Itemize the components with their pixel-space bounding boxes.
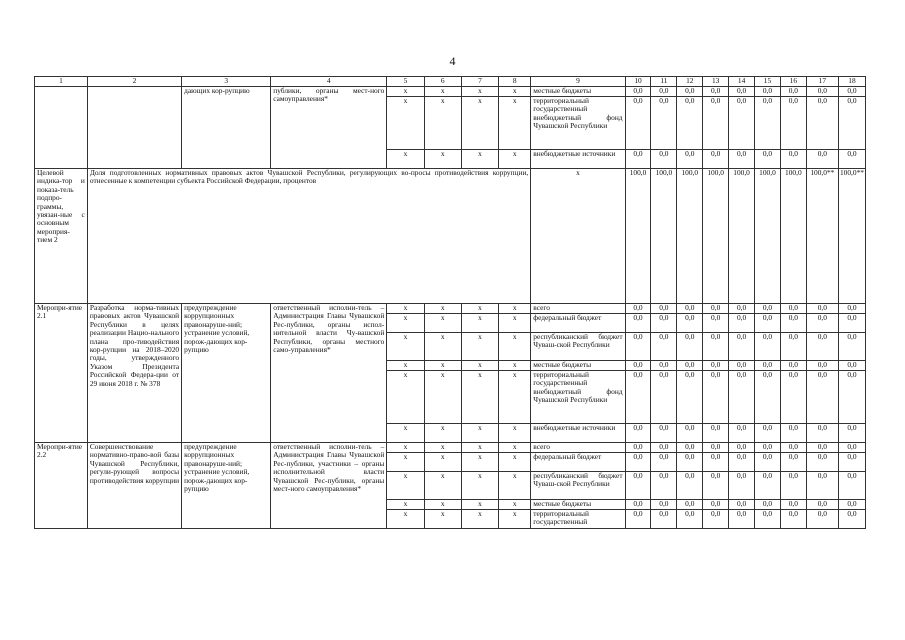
value-cell: 0,0: [755, 424, 781, 443]
value-cell: 0,0: [729, 453, 755, 472]
value-cell: 0,0: [677, 314, 703, 333]
value-cell: 100,0: [780, 169, 806, 304]
value-cell: 0,0: [625, 333, 651, 361]
value-cell: 0,0: [755, 361, 781, 371]
mark-cell: х: [387, 443, 424, 453]
column-header: 11: [651, 77, 677, 87]
value-cell: 0,0: [651, 361, 677, 371]
value-cell: 0,0: [703, 333, 729, 361]
value-cell: 0,0: [838, 443, 865, 453]
value-cell: 0,0: [755, 333, 781, 361]
value-cell: 0,0: [677, 97, 703, 150]
value-cell: 0,0: [625, 453, 651, 472]
column-header: 1: [35, 77, 88, 87]
value-cell: 0,0: [755, 500, 781, 510]
mark-cell: х: [499, 97, 531, 150]
mark-cell: х: [499, 500, 531, 510]
column-header: 9: [531, 77, 625, 87]
value-cell: 0,0: [651, 443, 677, 453]
value-cell: 0,0: [625, 150, 651, 169]
mark-cell: х: [387, 150, 424, 169]
mark-cell: х: [387, 424, 424, 443]
mark-cell: х: [461, 314, 498, 333]
value-cell: 0,0: [806, 472, 838, 500]
column-header: 17: [806, 77, 838, 87]
value-cell: 100,0: [677, 169, 703, 304]
value-cell: 0,0: [677, 333, 703, 361]
column-header: 14: [729, 77, 755, 87]
table-row: [35, 87, 866, 97]
value-cell: 0,0: [838, 304, 865, 314]
value-cell: 0,0: [729, 510, 755, 529]
mark-cell: х: [424, 472, 461, 500]
value-cell: 0,0: [677, 150, 703, 169]
column-header: 2: [87, 77, 181, 87]
value-cell: 0,0: [729, 500, 755, 510]
executor-cell: публики, органы мест-ного самоуправления*: [271, 87, 387, 169]
value-cell: 0,0: [780, 97, 806, 150]
value-cell: 0,0: [729, 371, 755, 424]
mark-cell: х: [499, 453, 531, 472]
mark-cell: х: [387, 371, 424, 424]
value-cell: 0,0: [806, 453, 838, 472]
value-cell: 0,0: [838, 510, 865, 529]
value-cell: 0,0: [625, 510, 651, 529]
mark-cell: х: [424, 150, 461, 169]
mark-cell: х: [499, 424, 531, 443]
value-cell: 100,0: [651, 169, 677, 304]
value-cell: 0,0: [651, 87, 677, 97]
value-cell: 0,0: [729, 150, 755, 169]
value-cell: 0,0: [703, 424, 729, 443]
mark-cell: х: [424, 333, 461, 361]
mark-cell: х: [461, 443, 498, 453]
event-description: Совершенствование нормативно-право-вой базы Чувашской Республики, регули-рующей вопросы противодействия коррупции: [87, 443, 181, 529]
value-cell: 0,0: [703, 87, 729, 97]
value-cell: 100,0: [755, 169, 781, 304]
value-cell: 0,0: [838, 87, 865, 97]
value-cell: 0,0: [729, 87, 755, 97]
value-cell: 100,0: [729, 169, 755, 304]
value-cell: 0,0: [651, 371, 677, 424]
mark-cell: х: [461, 424, 498, 443]
value-cell: 0,0: [755, 472, 781, 500]
value-cell: 0,0: [729, 443, 755, 453]
event-label: Меропри-ятие 2.1: [35, 304, 88, 443]
value-cell: 0,0: [625, 314, 651, 333]
value-cell: 0,0: [806, 371, 838, 424]
value-cell: 0,0: [838, 371, 865, 424]
value-cell: 0,0: [651, 472, 677, 500]
mark-cell: х: [461, 97, 498, 150]
value-cell: 0,0: [703, 443, 729, 453]
funding-source: всего: [531, 304, 625, 314]
value-cell: 0,0: [780, 87, 806, 97]
mark-cell: х: [424, 424, 461, 443]
mark-cell: х: [424, 314, 461, 333]
col1-cell: [35, 87, 88, 169]
value-cell: 0,0: [806, 500, 838, 510]
column-header: 4: [271, 77, 387, 87]
funding-source: федеральный бюджет: [531, 314, 625, 333]
mark-cell: х: [387, 333, 424, 361]
mark-cell: х: [461, 453, 498, 472]
value-cell: 0,0: [651, 424, 677, 443]
value-cell: 0,0: [780, 371, 806, 424]
value-cell: 0,0: [780, 304, 806, 314]
value-cell: 0,0: [806, 97, 838, 150]
mark-cell: х: [461, 87, 498, 97]
mark-cell: х: [387, 453, 424, 472]
value-cell: 0,0: [838, 314, 865, 333]
value-cell: 0,0: [780, 500, 806, 510]
value-cell: 0,0: [651, 453, 677, 472]
column-header: 8: [499, 77, 531, 87]
value-cell: 0,0: [677, 472, 703, 500]
value-cell: 0,0: [625, 304, 651, 314]
value-cell: 0,0: [677, 443, 703, 453]
value-cell: 0,0: [677, 424, 703, 443]
value-cell: 0,0: [806, 361, 838, 371]
funding-source: внебюджетные источники: [531, 424, 625, 443]
table-row: [35, 304, 866, 314]
value-cell: 0,0: [838, 150, 865, 169]
value-cell: 100,0: [703, 169, 729, 304]
value-cell: 0,0: [780, 333, 806, 361]
value-cell: 0,0: [838, 453, 865, 472]
funding-source: всего: [531, 443, 625, 453]
mark-cell: х: [424, 453, 461, 472]
value-cell: 0,0: [625, 371, 651, 424]
mark-cell: х: [499, 150, 531, 169]
goal-cell: дающих кор-рупцию: [182, 87, 271, 169]
value-cell: 0,0: [838, 424, 865, 443]
mark-cell: х: [387, 97, 424, 150]
event-executor: ответственный исполни-тель – Администрация Главы Чувашской Рес-публики, участники – органы исполнительной власти Чувашской Рес-публики, органы мест-ного самоуправления*: [271, 443, 387, 529]
funding-source: республиканский бюджет Чуваш-ской Республики: [531, 472, 625, 500]
mark-cell: х: [461, 472, 498, 500]
mark-cell: х: [424, 443, 461, 453]
value-cell: 0,0: [838, 333, 865, 361]
value-cell: 0,0: [780, 443, 806, 453]
value-cell: 100,0: [625, 169, 651, 304]
value-cell: 0,0: [780, 510, 806, 529]
value-cell: 100,0**: [838, 169, 865, 304]
funding-source: местные бюджеты: [531, 87, 625, 97]
funding-source: федеральный бюджет: [531, 453, 625, 472]
value-cell: 0,0: [729, 361, 755, 371]
value-cell: 0,0: [729, 424, 755, 443]
value-cell: 0,0: [677, 304, 703, 314]
value-cell: 0,0: [625, 500, 651, 510]
value-cell: 0,0: [703, 97, 729, 150]
mark-cell: х: [424, 97, 461, 150]
value-cell: 0,0: [755, 304, 781, 314]
column-header: 10: [625, 77, 651, 87]
mark-cell: х: [387, 361, 424, 371]
value-cell: 0,0: [755, 97, 781, 150]
value-cell: 0,0: [677, 87, 703, 97]
value-cell: 0,0: [755, 87, 781, 97]
mark-cell: х: [499, 87, 531, 97]
value-cell: 0,0: [806, 510, 838, 529]
value-cell: 0,0: [677, 371, 703, 424]
value-cell: 0,0: [755, 443, 781, 453]
value-cell: 0,0: [703, 500, 729, 510]
mark-cell: х: [461, 333, 498, 361]
funding-source: территориальный государственный внебюджетный фонд Чувашской Республики: [531, 97, 625, 150]
value-cell: 0,0: [729, 97, 755, 150]
value-cell: 0,0: [729, 304, 755, 314]
value-cell: 0,0: [780, 453, 806, 472]
event-description: Разработка норма-тивных правовых актов Чувашской Республики в целях реализации Нацио-нального плана про-тиводействия кор-рупции на 2018–2020 годы, утвержденного Указом Президента Российской Федера-ции от 29 июня 2018 г. № 378: [87, 304, 181, 443]
funding-source: республиканский бюджет Чуваш-ской Республики: [531, 333, 625, 361]
value-cell: 0,0: [651, 500, 677, 510]
event-goal: предупреждение коррупционных правонаруше-ний; устранение условий, порож-дающих кор-рупцию: [182, 304, 271, 443]
value-cell: 0,0: [806, 87, 838, 97]
value-cell: 0,0: [806, 314, 838, 333]
value-cell: 0,0: [806, 424, 838, 443]
mark-cell: х: [499, 314, 531, 333]
mark-cell: х: [499, 333, 531, 361]
value-cell: 0,0: [625, 87, 651, 97]
funding-source: внебюджетные источники: [531, 150, 625, 169]
value-cell: 0,0: [651, 304, 677, 314]
value-cell: 0,0: [677, 361, 703, 371]
value-cell: 0,0: [625, 472, 651, 500]
value-cell: 0,0: [625, 361, 651, 371]
funding-source: местные бюджеты: [531, 500, 625, 510]
header-row: [35, 77, 866, 87]
value-cell: 0,0: [838, 500, 865, 510]
mark-cell: х: [387, 510, 424, 529]
column-header: 6: [424, 77, 461, 87]
mark-cell: х: [387, 314, 424, 333]
mark-cell: х: [461, 500, 498, 510]
value-cell: 0,0: [806, 333, 838, 361]
table-row: [35, 443, 866, 453]
value-cell: 0,0: [625, 97, 651, 150]
value-cell: 0,0: [780, 472, 806, 500]
value-cell: 0,0: [677, 500, 703, 510]
value-cell: 0,0: [806, 304, 838, 314]
mark-cell: х: [387, 87, 424, 97]
mark-cell: х: [424, 510, 461, 529]
column-header: 3: [182, 77, 271, 87]
value-cell: 0,0: [755, 453, 781, 472]
column-header: 5: [387, 77, 424, 87]
value-cell: 0,0: [755, 150, 781, 169]
value-cell: 0,0: [755, 371, 781, 424]
mark-cell: х: [461, 361, 498, 371]
value-cell: 0,0: [703, 371, 729, 424]
value-cell: 0,0: [651, 150, 677, 169]
event-executor: ответственный исполни-тель – Администрация Главы Чувашской Рес-публики, органы испол-нительной власти Чу-вашской Республики, органы местного само-управления*: [271, 304, 387, 443]
value-cell: 0,0: [651, 314, 677, 333]
value-cell: 0,0: [703, 304, 729, 314]
mark-cell: х: [424, 304, 461, 314]
col2-cell: [87, 87, 181, 169]
mark-cell: х: [461, 304, 498, 314]
mark-cell: х: [424, 361, 461, 371]
mark-cell: х: [387, 304, 424, 314]
mark-cell: х: [461, 150, 498, 169]
value-cell: 0,0: [651, 510, 677, 529]
funding-source: территориальный государственный внебюджетный фонд Чувашской Республики: [531, 371, 625, 424]
value-cell: 0,0: [703, 150, 729, 169]
mark-cell: х: [499, 304, 531, 314]
value-cell: 0,0: [703, 314, 729, 333]
value-cell: 0,0: [838, 361, 865, 371]
value-cell: 0,0: [625, 424, 651, 443]
column-header: 13: [703, 77, 729, 87]
mark-cell: х: [461, 371, 498, 424]
value-cell: 0,0: [703, 510, 729, 529]
column-header: 18: [838, 77, 865, 87]
mark-cell: х: [499, 443, 531, 453]
program-table: [34, 76, 866, 529]
mark-cell: х: [499, 371, 531, 424]
value-cell: 0,0: [838, 97, 865, 150]
value-cell: 0,0: [780, 361, 806, 371]
mark-cell: х: [499, 510, 531, 529]
value-cell: 0,0: [703, 472, 729, 500]
column-header: 12: [677, 77, 703, 87]
value-cell: 0,0: [780, 150, 806, 169]
value-cell: 0,0: [677, 453, 703, 472]
mark-cell: х: [387, 500, 424, 510]
value-cell: 0,0: [780, 314, 806, 333]
value-cell: 100,0**: [806, 169, 838, 304]
column-header: 7: [461, 77, 498, 87]
mark-cell: х: [461, 510, 498, 529]
value-cell: 0,0: [651, 333, 677, 361]
funding-source: местные бюджеты: [531, 361, 625, 371]
mark-cell: х: [424, 371, 461, 424]
value-cell: 0,0: [838, 472, 865, 500]
value-cell: 0,0: [729, 314, 755, 333]
mark-cell: х: [499, 472, 531, 500]
mark-cell: х: [424, 500, 461, 510]
value-cell: 0,0: [703, 361, 729, 371]
target-indicator-row: [35, 169, 866, 304]
mark-cell: х: [499, 361, 531, 371]
value-cell: 0,0: [651, 97, 677, 150]
column-header: 15: [755, 77, 781, 87]
mark-cell: х: [387, 472, 424, 500]
mark-cell: х: [531, 169, 625, 304]
value-cell: 0,0: [755, 510, 781, 529]
value-cell: 0,0: [625, 443, 651, 453]
value-cell: 0,0: [806, 443, 838, 453]
value-cell: 0,0: [677, 510, 703, 529]
value-cell: 0,0: [729, 333, 755, 361]
value-cell: 0,0: [729, 472, 755, 500]
mark-cell: х: [424, 87, 461, 97]
target-label: Целевой индика-тор и показа-тель подпро-граммы, увязан-ные с основным мероприя-тием 2: [35, 169, 88, 304]
target-text: Доля подготовленных нормативных правовых актов Чувашской Республики, регулирующих во-просы противодействия коррупции, отнесенные к компетенции субъекта Российской Федерации, процентов: [87, 169, 530, 304]
value-cell: 0,0: [703, 453, 729, 472]
event-label: Меропри-ятие 2.2: [35, 443, 88, 529]
event-goal: предупреждение коррупционных правонаруше-ний; устранение условий, порож-дающих кор-рупцию: [182, 443, 271, 529]
column-header: 16: [780, 77, 806, 87]
value-cell: 0,0: [755, 314, 781, 333]
value-cell: 0,0: [780, 424, 806, 443]
funding-source: территориальный государственный: [531, 510, 625, 529]
page-number: 4: [449, 54, 456, 68]
value-cell: 0,0: [806, 150, 838, 169]
